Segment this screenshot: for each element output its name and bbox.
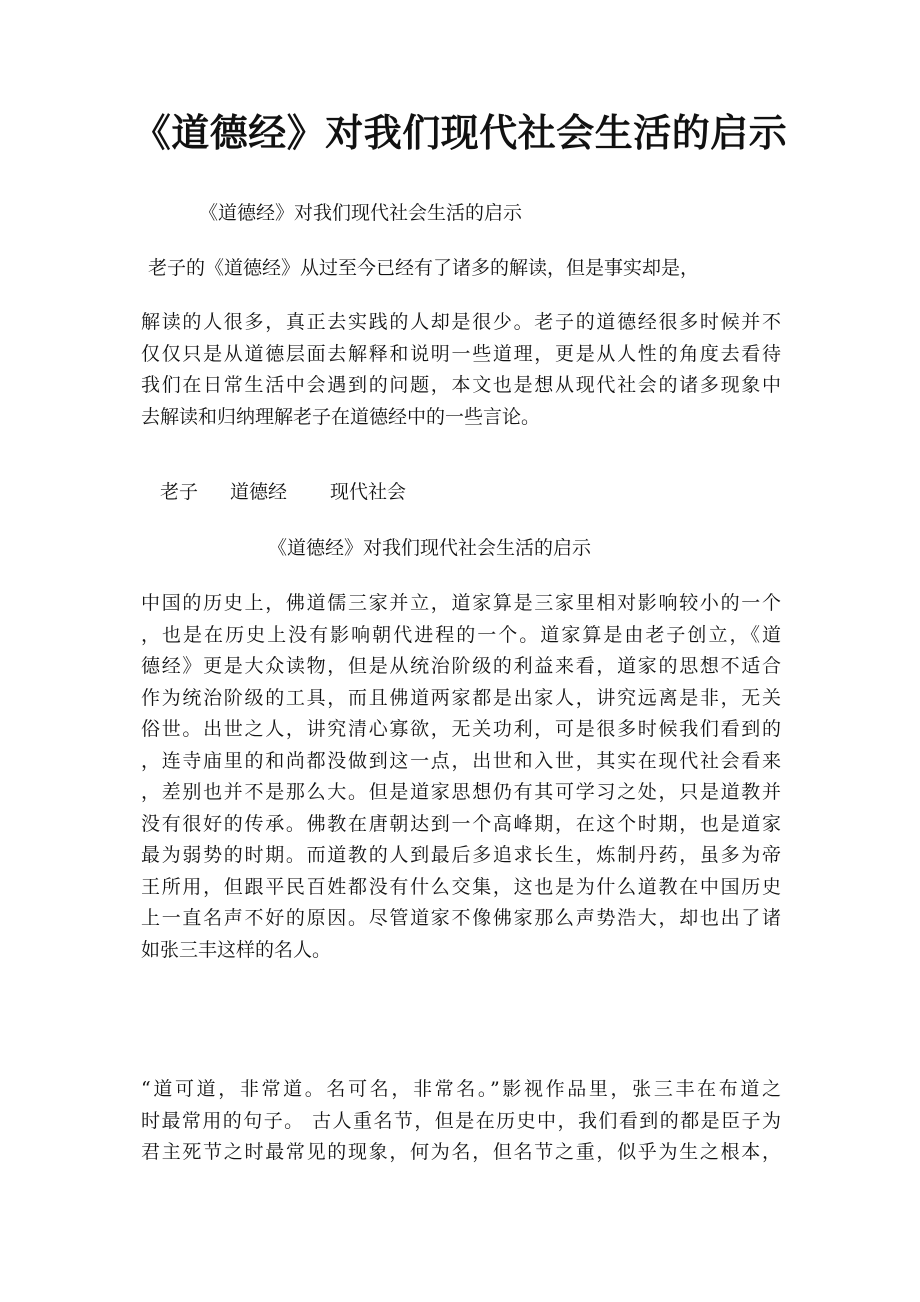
body-line: “道可道，非常道。名可名，非常名。”影视作品里，张三丰在布道之 bbox=[141, 1078, 781, 1100]
body-line: 中国的历史上，佛道儒三家并立，道家算是三家里相对影响较小的一个 bbox=[141, 592, 781, 614]
body-paragraph-1 bbox=[141, 588, 781, 966]
body-line: 上一直名声不好的原因。尽管道家不像佛家那么声势浩大，却也出了诸 bbox=[141, 907, 781, 929]
body-line: ，也是在历史上没有影响朝代进程的一个。道家算是由老子创立，《道 bbox=[141, 623, 781, 646]
body-line: 没有很好的传承。佛教在唐朝达到一个高峰期，在这个时期，也是道家 bbox=[141, 812, 781, 835]
body-line: 最为弱势的时期。而道教的人到最后多追求长生，炼制丹药，虽多为帝 bbox=[141, 844, 781, 866]
body-line: ，差别也并不是那么大。但是道家思想仍有其可学习之处，只是道教并 bbox=[141, 781, 781, 803]
body-line: 德经》更是大众读物，但是从统治阶级的利益来看，道家的思想不适合 bbox=[141, 655, 781, 677]
keyword: 现代社会 bbox=[330, 481, 407, 503]
body-line: 俗世。出世之人，讲究清心寡欲，无关功利，可是很多时候我们看到的 bbox=[141, 718, 781, 740]
body-paragraph-2 bbox=[141, 1074, 781, 1169]
abstract-line: 我们在日常生活中会遇到的问题，本文也是想从现代社会的诸多现象中 bbox=[141, 374, 781, 396]
keyword: 老子 bbox=[160, 481, 199, 503]
body-line: 君主死节之时最常见的现象，何为名，但名节之重，似乎为生之根本， bbox=[141, 1141, 781, 1163]
body-line: 时最常用的句子。 古人重名节，但是在历史中，我们看到的都是臣子为 bbox=[141, 1109, 781, 1132]
abstract-line: 解读的人很多，真正去实践的人却是很少。老子的道德经很多时候并不 bbox=[141, 311, 781, 333]
abstract-paragraph bbox=[141, 307, 781, 433]
abstract-first-line: 老子的《道德经》从过至今已经有了诸多的解读，但是事实却是， bbox=[148, 257, 700, 279]
body-line: 作为统治阶级的工具，而且佛道两家都是出家人，讲究远离是非，无关 bbox=[141, 686, 781, 709]
abstract-line: 去解读和归纳理解老子在道德经中的一些言论。 bbox=[141, 405, 541, 428]
section-title: 《道德经》对我们现代社会生活的启示 bbox=[268, 537, 592, 559]
body-line: ，连寺庙里的和尚都没做到这一点，出世和入世，其实在现代社会看来 bbox=[141, 749, 781, 772]
document-title: 《道德经》对我们现代社会生活的启示 bbox=[132, 110, 788, 155]
body-line: 如张三丰这样的名人。 bbox=[141, 938, 332, 961]
body-line: 王所用，但跟平民百姓都没有什么交集，这也是为什么道教在中国历史 bbox=[141, 875, 781, 898]
keyword: 道德经 bbox=[230, 481, 288, 503]
abstract-line: 仅仅只是从道德层面去解释和说明一些道理，更是从人性的角度去看待 bbox=[141, 342, 781, 365]
document-subtitle: 《道德经》对我们现代社会生活的启示 bbox=[199, 202, 523, 224]
